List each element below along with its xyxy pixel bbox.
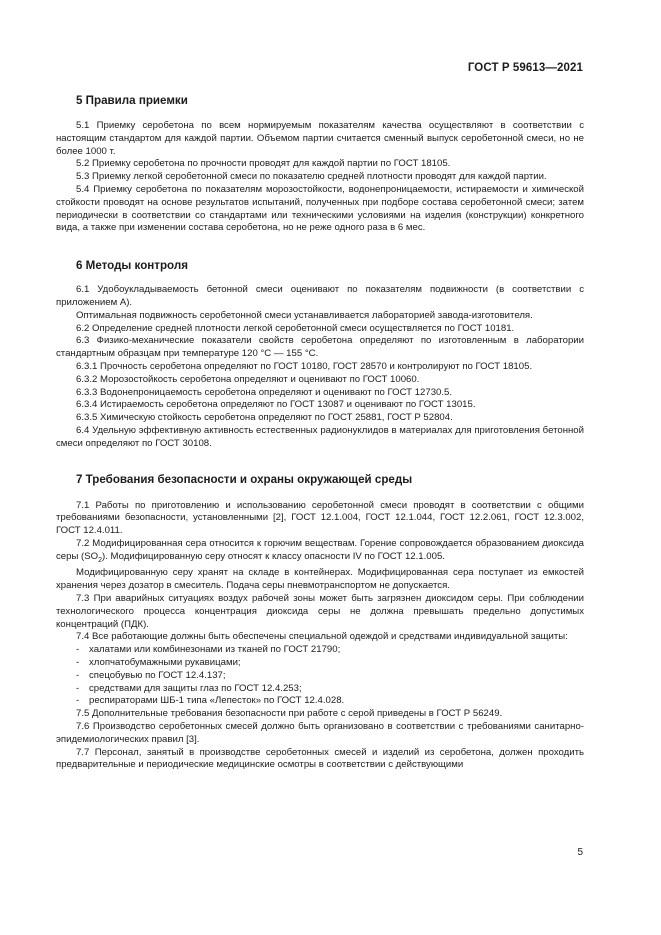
paragraph-6-3-1: 6.3.1 Прочность серобетона определяют по ГОСТ 10180, ГОСТ 28570 и контролируют по ГОСТ 18105.: [76, 360, 533, 372]
paragraph-7-2-text-b: ). Модифицированную серу относят к классу опасности IV по ГОСТ 12.1.005.: [102, 550, 445, 562]
paragraph-7-2-text-a: 7.2 Модифицированная сера относится к горючим веществам. Горение сопровождается образованием диоксида серы (SO: [56, 537, 584, 562]
paragraph-7-6: 7.6 Производство серобетонных смесей должно быть организовано в соответствии с требованиями санитарно-эпидемиологических правил [3].: [56, 720, 584, 745]
paragraph-7-2-storage: Модифицированную серу хранят на складе в контейнерах. Модифицированная сера поступает из емкостей хранения через дозатор в смеситель. Подача серы пневмотранспортом не допускается.: [56, 567, 584, 592]
ppe-list: [56, 644, 584, 708]
section-7-heading: 7 Требования безопасности и охраны окружающей среды: [76, 472, 413, 486]
list-item: - средствами для защиты глаз по ГОСТ 12.4.253;: [56, 683, 584, 696]
paragraph-6-3-4: 6.3.4 Истираемость серобетона определяют по ГОСТ 13087 и оценивают по ГОСТ 13015.: [76, 399, 476, 411]
paragraph-6-3: 6.3 Физико-механические показатели свойств серобетона определяют по изготовленным в лаборатории стандартным образцам при температуре 120 °С — 155 °С.: [56, 335, 584, 360]
paragraph-6-1: 6.1 Удобоукладываемость бетонной смеси оценивают по показателям подвижности (в соответствии с приложением А).: [56, 284, 584, 308]
paragraph-6-3-3: 6.3.3 Водонепроницаемость серобетона определяют и оценивают по ГОСТ 12730.5.: [76, 386, 453, 398]
paragraph-5-3: 5.3 Приемку легкой серобетонной смеси по показателю средней плотности проводят для каждой партии.: [76, 171, 547, 183]
so2-subscript: 2: [98, 556, 102, 564]
page-header-doc-id: ГОСТ Р 59613—2021: [467, 62, 583, 74]
paragraph-6-2: 6.2 Определение средней плотности легкой серобетонной смеси осуществляется по ГОСТ 10181.: [76, 322, 515, 334]
page-content: [56, 87, 584, 772]
paragraph-5-1: 5.1 Приемку серобетона по всем нормируемым показателям качества осуществляют в соответствии с настоящим стандартом для каждой партии. Объемом партии считается сменный выпуск серобетонной смеси, но не более 1000 т.: [56, 120, 584, 157]
paragraph-6-3-5: 6.3.5 Химическую стойкость серобетона определяют по ГОСТ 25881, ГОСТ Р 52804.: [76, 412, 453, 424]
paragraph-5-4: 5.4 Приемку серобетона по показателям морозостойкости, водонепроницаемости, истираемости и химической стойкости проводят на основе результатов испытаний, полученных при подборе состава серобетонной смеси; затем периодически в соответствии со стандартами или техническими условиями на изделия (конструкции) конкретного вида, а также при изменении состава серобетона, но не реже одного раза в 6 мес.: [56, 183, 584, 234]
paragraph-5-2: 5.2 Приемку серобетона по прочности проводят для каждой партии по ГОСТ 18105.: [76, 158, 451, 170]
page-number: 5: [577, 847, 583, 858]
list-item: - халатами или комбинезонами из тканей по ГОСТ 21790;: [56, 644, 584, 657]
paragraph-7-2: [56, 538, 584, 568]
paragraph-7-3: 7.3 При аварийных ситуациях воздух рабочей зоны может быть загрязнен диоксидом серы. При соблюдении технологического процесса концентрация диоксида серы не должна превышать предельно допустимых концентраций (ПДК).: [56, 593, 584, 630]
list-item: - респираторами ШБ-1 типа «Лепесток» по ГОСТ 12.4.028.: [56, 695, 584, 708]
paragraph-7-4: 7.4 Все работающие должны быть обеспечены специальной одеждой и средствами индивидуальной защиты:: [76, 631, 568, 643]
paragraph-7-1: 7.1 Работы по приготовлению и использованию серобетонной смеси проводят в соответствии с общими требованиями безопасности, установленными [2], ГОСТ 12.1.004, ГОСТ 12.1.044, ГОСТ 12.2.061, ГОСТ 12.3.002, ГОСТ 12.4.011.: [56, 499, 584, 537]
list-item: - спецобувью по ГОСТ 12.4.137;: [56, 670, 584, 683]
paragraph-6-3-2: 6.3.2 Морозостойкость серобетона определяют и оценивают по ГОСТ 10060.: [76, 373, 420, 385]
list-item: - хлопчатобумажными рукавицами;: [56, 657, 584, 670]
section-5-heading: 5 Правила приемки: [76, 94, 188, 107]
paragraph-7-7: 7.7 Персонал, занятый в производстве серобетонных смесей и изделий из серобетона, должен проходить предварительные и периодические медицинские осмотры в соответствии с действующими: [56, 746, 584, 771]
section-6-heading: 6 Методы контроля: [76, 259, 188, 273]
paragraph-7-5: 7.5 Дополнительные требования безопасности при работе с серой приведены в ГОСТ Р 56249.: [76, 708, 503, 720]
paragraph-6-4: 6.4 Удельную эффективную активность естественных радионуклидов в материалах для приготовления бетонной смеси определяют по ГОСТ 30108.: [56, 424, 584, 449]
paragraph-6-1-note: Оптимальная подвижность серобетонной смеси устанавливается лабораторией завода-изготовителя.: [76, 309, 533, 321]
